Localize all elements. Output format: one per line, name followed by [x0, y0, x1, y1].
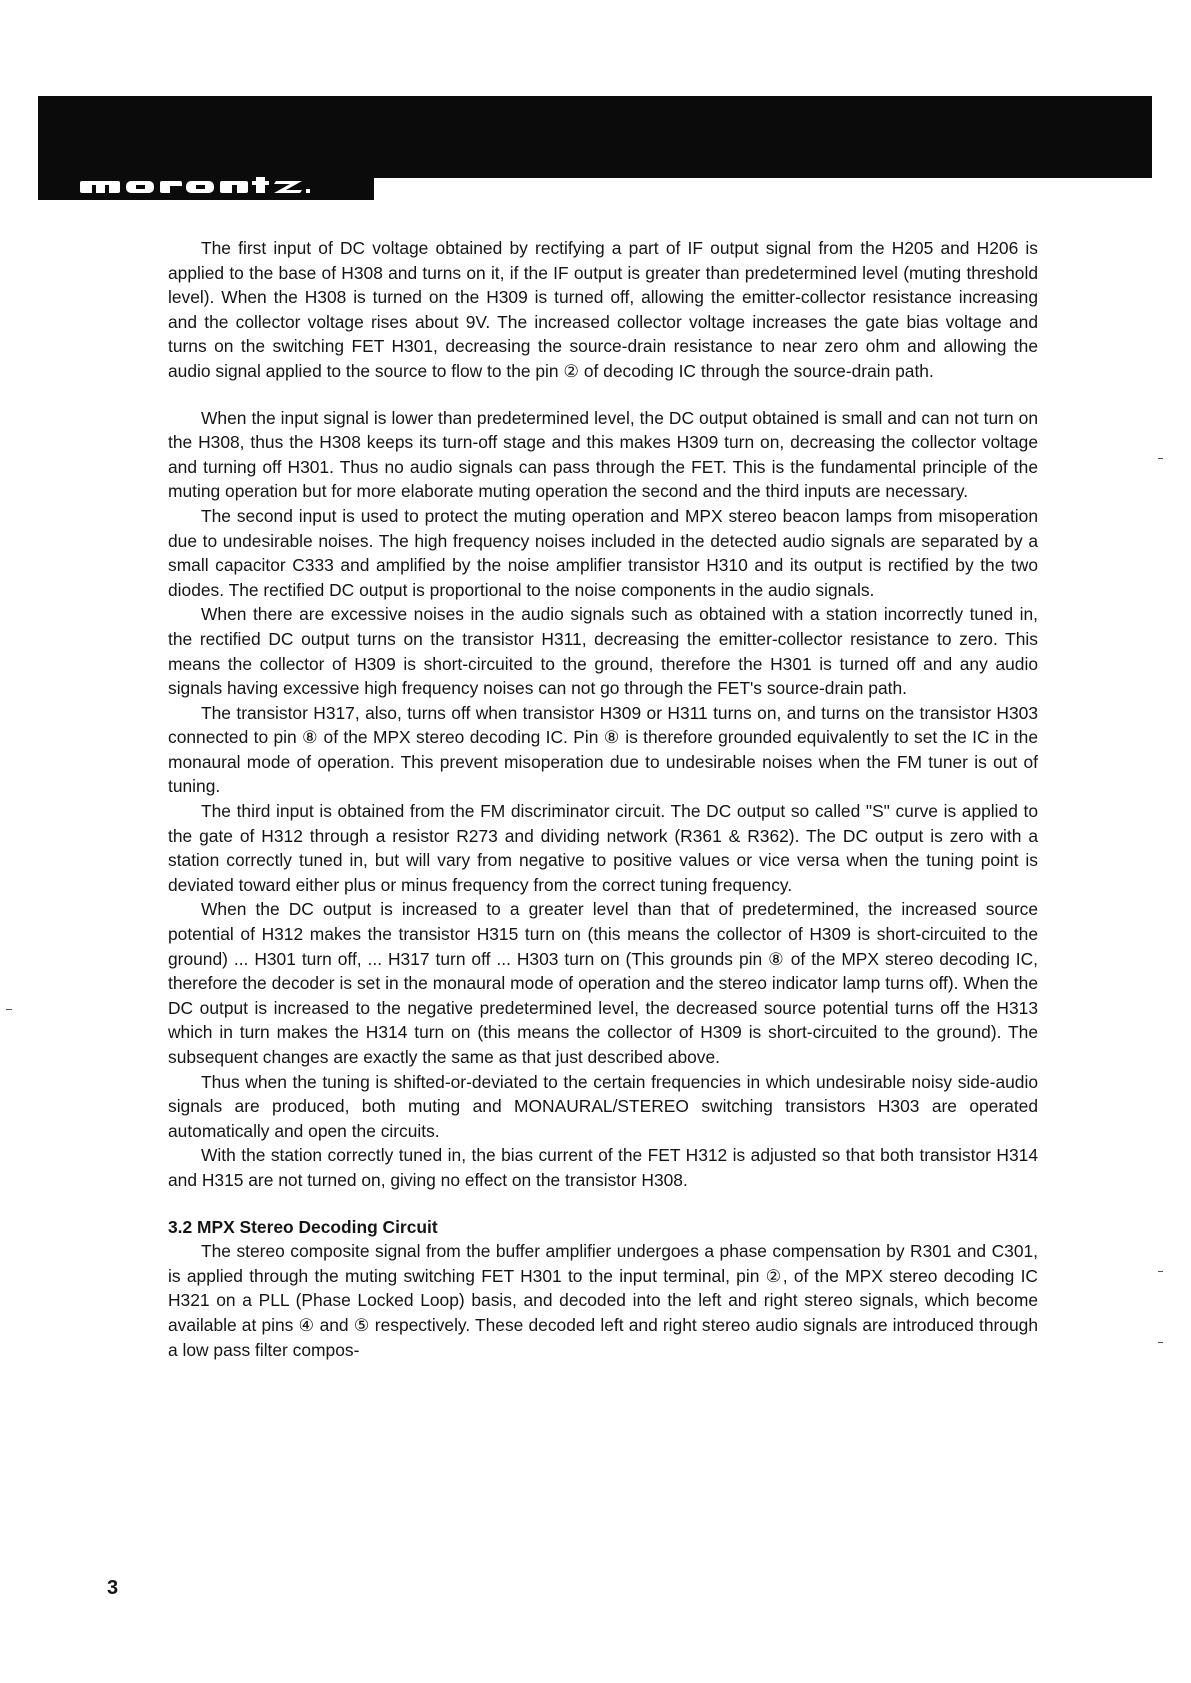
- paragraph-h317: The transistor H317, also, turns off when transistor H309 or H311 turns on, and turns on the transistor H303 connected to pin ⑧ of the MPX stereo decoding IC. Pin ⑧ is therefore grounded equivalently to set the IC in the monaural mode of operation. This prevent misoperation due to undesirable noises when the FM tuner is out of tuning.: [168, 702, 1038, 797]
- paragraph-bias-current: With the station correctly tuned in, the bias current of the FET H312 is adjusted so that both transistor H314 and H315 are not turned on, giving no effect on the transistor H308.: [168, 1145, 1038, 1190]
- brand-logo: [80, 176, 348, 196]
- scan-speck: [1158, 1342, 1163, 1343]
- paragraph-tuning-shift: Thus when the tuning is shifted-or-deviated to the certain frequencies in which undesirable noisy side-audio signals are produced, both muting and MONAURAL/STEREO switching transistors H303 are operated automatically and open the circuits.: [168, 1071, 1038, 1141]
- paragraph-second-input: The second input is used to protect the muting operation and MPX stereo beacon lamps from misoperation due to undesirable noises. The high frequency noises included in the detected audio signals are separated by a small capacitor C333 and amplified by the noise amplifier transistor H310 and its output is rectified by the two diodes. The rectified DC output is proportional to the noise components in the audio signals.: [168, 505, 1038, 600]
- paragraph-first-input: The first input of DC voltage obtained by rectifying a part of IF output signal from the H205 and H206 is applied to the base of H308 and turns on it, if the IF output is greater than predetermined level (muting threshold level). When the H308 is turned on the H309 is turned off, allowing the emitter-collector resistance increasing and the collector voltage rises about 9V. The increased collector voltage increases the gate bias voltage and turns on the switching FET H301, decreasing the source-drain resistance to near zero ohm and allowing the audio signal applied to the source to flow to the pin ② of decoding IC through the source-drain path.: [168, 238, 1038, 381]
- page-number: 3: [107, 1577, 119, 1599]
- header-notch: [374, 178, 1152, 200]
- section-heading: 3.2 MPX Stereo Decoding Circuit: [168, 1216, 438, 1237]
- header-band: [38, 96, 1152, 178]
- marantz-wordmark-icon: [80, 177, 348, 195]
- scan-speck: [6, 1009, 12, 1010]
- paragraph-low-input: When the input signal is lower than predetermined level, the DC output obtained is small and can not turn on the H308, thus the H308 keeps its turn-off stage and this makes H309 turn on, decreasing the collector voltage and turning off H301. Thus no audio signals can pass through the FET. This is the fundamental principle of the muting operation but for more elaborate muting operation the second and the third inputs are necessary.: [168, 407, 1038, 502]
- paragraph-dc-output: When the DC output is increased to a greater level than that of predetermined, the increased source potential of H312 makes the transistor H315 turn on (this means the collector of H309 is short-circuited to the ground) ... H301 turn off, ... H317 turn off ... H303 turn on (This grounds pin ⑧ of the MPX stereo decoding IC, therefore the decoder is set in the monaural mode of operation and the stereo indicator lamp turns off). When the DC output is increased to the negative predetermined level, the decreased source potential turns off the H313 which in turn makes the H314 turn on (this means the collector of H309 is short-circuited to the ground). The subsequent changes are exactly the same as that just described above.: [168, 899, 1038, 1067]
- paragraph-excessive-noise: When there are excessive noises in the audio signals such as obtained with a station incorrectly tuned in, the rectified DC output turns on the transistor H311, decreasing the emitter-collector resistance to zero. This means the collector of H309 is short-circuited to the ground, therefore the H301 is turned off and any audio signals having excessive high frequency noises can not go through the FET's source-drain path.: [168, 604, 1038, 699]
- scan-speck: [1158, 458, 1163, 459]
- paragraph-third-input: The third input is obtained from the FM discriminator circuit. The DC output so called "S" curve is applied to the gate of H312 through a resistor R273 and dividing network (R361 & R362). The DC output is zero with a station correctly tuned in, but will vary from negative to positive values or vice versa when the tuning point is deviated toward either plus or minus frequency from the correct tuning frequency.: [168, 801, 1038, 895]
- paragraph-mpx-decoding: The stereo composite signal from the buffer amplifier undergoes a phase compensation by R301 and C301, is applied through the muting switching FET H301 to the input terminal, pin ②, of the MPX stereo decoding IC H321 on a PLL (Phase Locked Loop) basis, and decoded into the left and right stereo signals, which become available at pins ④ and ⑤ respectively. These decoded left and right stereo audio signals are introduced through a low pass filter compos-: [168, 1241, 1038, 1360]
- scan-speck: [1158, 1271, 1163, 1272]
- body-text: [168, 236, 1038, 1362]
